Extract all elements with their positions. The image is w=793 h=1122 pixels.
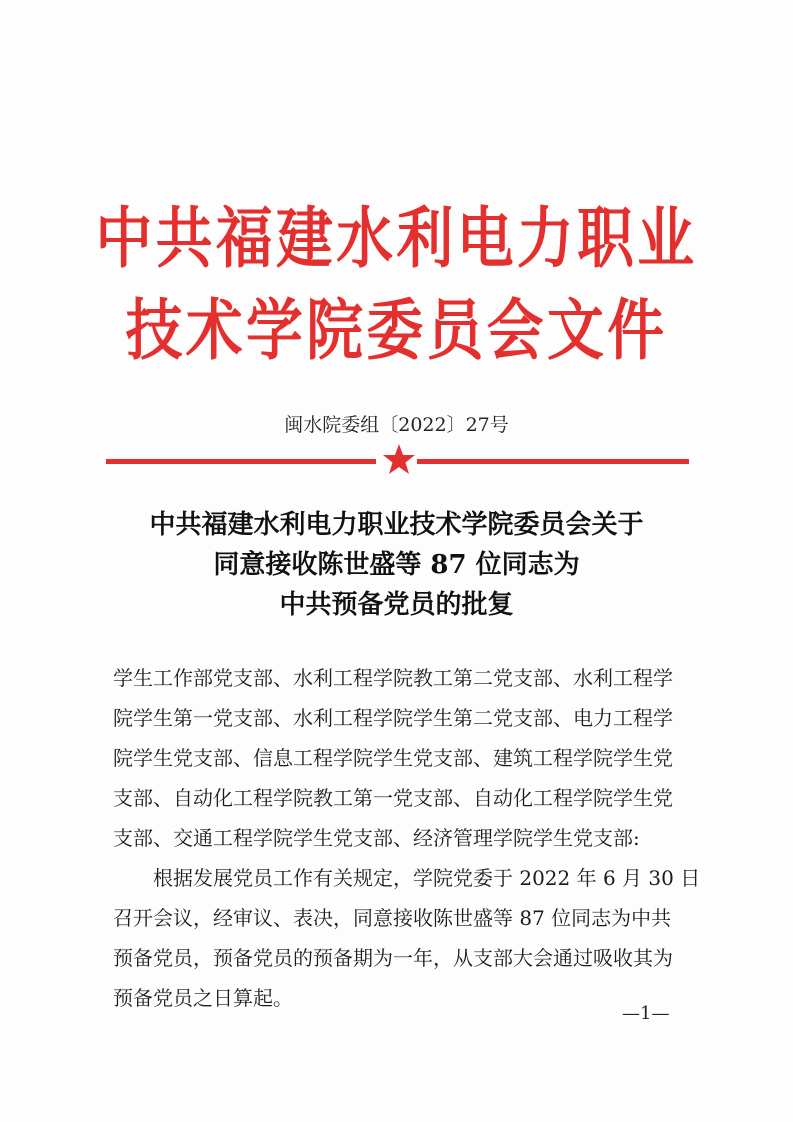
document-number: 闽水院委组〔2022〕27号 (284, 414, 509, 436)
body-line: 预备党员，预备党员的预备期为一年，从支部大会通过吸收其为 (113, 946, 673, 970)
recipients-line: 支部、自动化工程学院教工第一党支部、自动化工程学院学生党 (113, 786, 673, 810)
star-icon (382, 442, 416, 476)
recipients-line: 支部、交通工程学院学生党支部、经济管理学院学生党支部: (113, 826, 640, 850)
body-line: 根据发展党员工作有关规定，学院党委于 2022 年 6 月 30 日 (113, 866, 701, 890)
body-line: 召开会议，经审议、表决，同意接收陈世盛等 87 位同志为中共 (113, 906, 672, 930)
red-rule-right (417, 459, 689, 464)
recipients-line: 院学生党支部、信息工程学院学生党支部、建筑工程学院学生党 (113, 746, 673, 770)
page-number: —1— (622, 1003, 670, 1024)
recipients-line: 院学生第一党支部、水利工程学院学生第二党支部、电力工程学 (113, 706, 673, 730)
header-title-line2: 技术学院委员会文件 (125, 292, 668, 369)
document-title-line3: 中共预备党员的批复 (279, 590, 514, 620)
red-rule-left (106, 459, 376, 464)
document-title-line2: 同意接收陈世盛等 87 位同志为 (213, 550, 580, 580)
document-title-line1: 中共福建水利电力职业技术学院委员会关于 (149, 510, 644, 540)
body-line: 预备党员之日算起。 (113, 986, 293, 1010)
recipients-line: 学生工作部党支部、水利工程学院教工第二党支部、水利工程学 (113, 666, 673, 690)
header-title-line1: 中共福建水利电力职业 (95, 200, 698, 277)
